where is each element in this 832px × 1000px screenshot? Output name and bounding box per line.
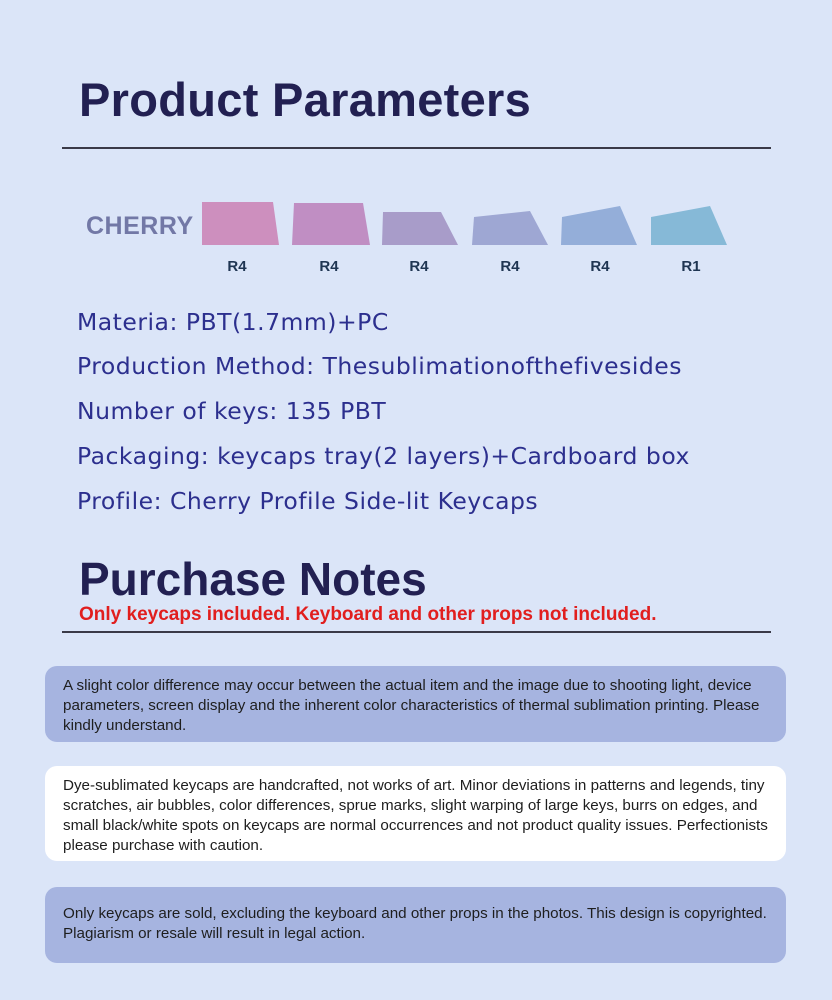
param-profile: Profile: Cherry Profile Side-lit Keycaps [77, 487, 539, 515]
keycap-row-label: R1 [681, 258, 701, 275]
page-title: Product Parameters [79, 73, 532, 126]
keycap-shape [382, 212, 458, 245]
keycap-shape [561, 206, 637, 245]
keycap-row-label: R4 [319, 258, 339, 275]
param-key-count: Number of keys: 135 PBT [77, 397, 387, 425]
keycap-shape [651, 206, 727, 245]
title-divider [62, 147, 771, 149]
profile-label: CHERRY [86, 212, 194, 240]
param-material: Materia: PBT(1.7mm)+PC [77, 308, 389, 336]
param-production-method: Production Method: Thesublimationofthefivesides [77, 352, 683, 380]
note-keycaps-only: Only keycaps are sold, excluding the keyboard and other props in the photos. This design is copyrighted. Plagiarism or resale will result in legal action. [45, 887, 786, 963]
keycap-row-label: R4 [227, 258, 247, 275]
param-packaging: Packaging: keycaps tray(2 layers)+Cardboard box [77, 442, 690, 470]
note-color-difference: A slight color difference may occur between the actual item and the image due to shooting light, device parameters, screen display and the inherent color characteristics of thermal sublimation printing. Please kindly understand. [45, 666, 786, 742]
keycap-shape [202, 202, 279, 245]
notes-warning: Only keycaps included. Keyboard and other props not included. [79, 604, 657, 625]
keycap-row-label: R4 [590, 258, 610, 275]
keycap-shape [292, 203, 370, 245]
purchase-notes-title: Purchase Notes [79, 553, 427, 605]
keycap-row-label: R4 [500, 258, 520, 275]
notes-divider [62, 631, 771, 633]
keycap-row-label: R4 [409, 258, 429, 275]
keycap-shape [472, 211, 548, 245]
note-handcrafted: Dye-sublimated keycaps are handcrafted, not works of art. Minor deviations in patterns and legends, tiny scratches, air bubbles, color differences, sprue marks, slight warping of large keys, burrs on edges, and small black/white spots on keycaps are normal occurrences and not product quality issues. Perfectionists please purchase with caution. [45, 766, 786, 861]
keycap-profile-diagram [0, 195, 832, 250]
